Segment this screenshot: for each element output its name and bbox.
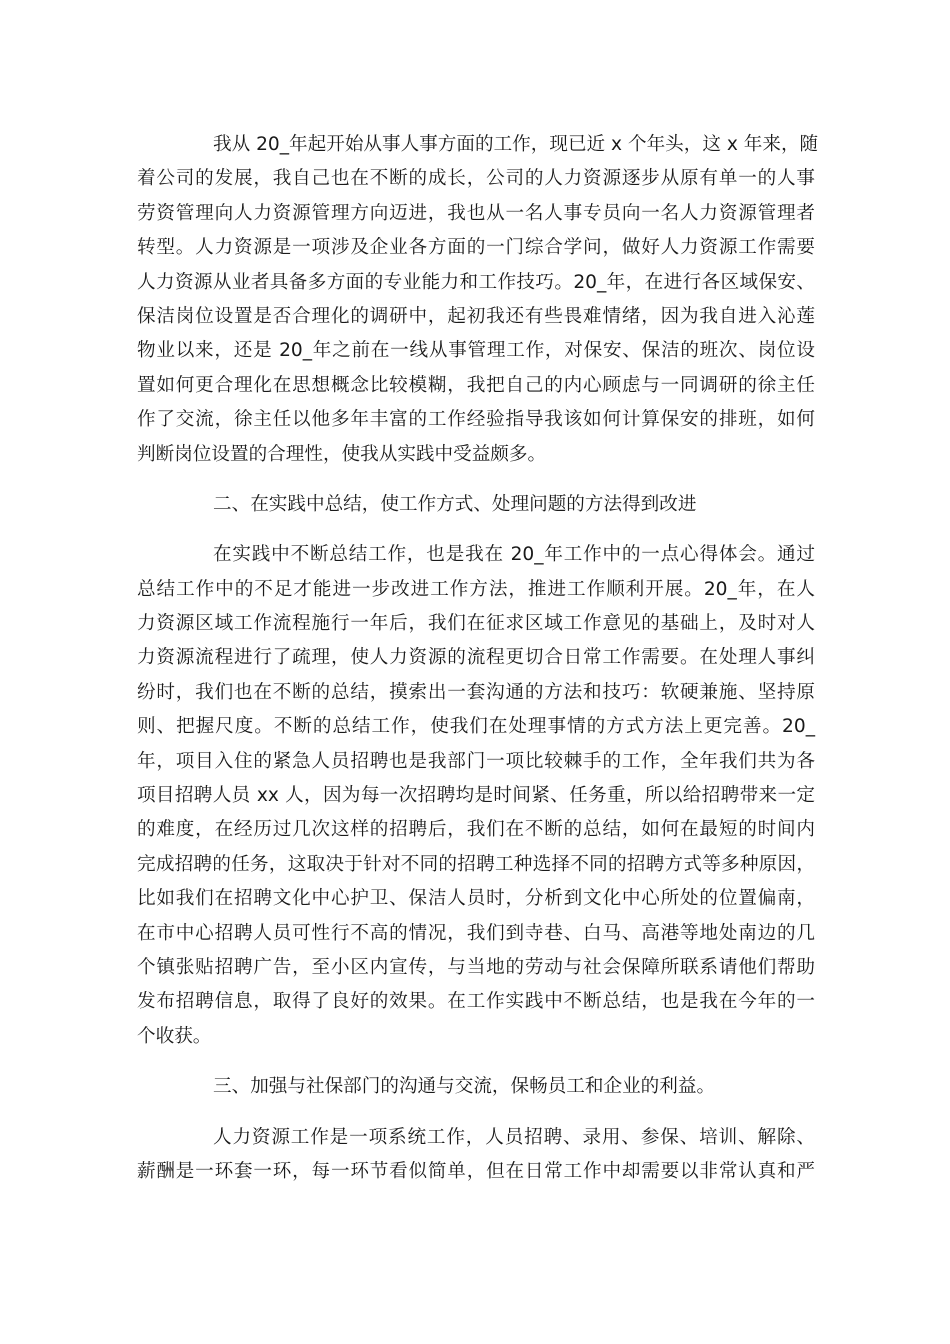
paragraph-2 (137, 538, 815, 1054)
paragraph-line: 则、把握尺度。不断的总结工作，使我们在处理事情的方式方法上更完善。20_ (137, 716, 815, 738)
paragraph-line: 完成招聘的任务，这取决于针对不同的招聘工种选择不同的招聘方式等多种原因， (137, 853, 815, 875)
paragraph-line: 在市中心招聘人员可性行不高的情况，我们到寺巷、白马、高港等地处南边的几 (137, 922, 815, 944)
paragraph-line: 薪酬是一环套一环，每一环节看似简单，但在日常工作中却需要以非常认真和严 (137, 1160, 815, 1182)
paragraph-3 (137, 1121, 815, 1190)
section-heading-2: 二、在实践中总结，使工作方式、处理问题的方法得到改进 (213, 493, 697, 515)
paragraph-line: 总结工作中的不足才能进一步改进工作方法，推进工作顺利开展。20_年，在人 (137, 578, 815, 600)
paragraph-line: 置如何更合理化在思想概念比较模糊，我把自己的内心顾虑与一同调研的徐主任 (137, 374, 815, 396)
paragraph-line: 着公司的发展，我自己也在不断的成长，公司的人力资源逐步从原有单一的人事 (137, 168, 815, 190)
paragraph-1 (137, 128, 819, 472)
paragraph-line: 力资源流程进行了疏理，使人力资源的流程更切合日常工作需要。在处理人事纠 (137, 647, 815, 669)
paragraph-line: 比如我们在招聘文化中心护卫、保洁人员时，分析到文化中心所处的位置偏南， (137, 888, 815, 910)
paragraph-line: 转型。人力资源是一项涉及企业各方面的一门综合学问，做好人力资源工作需要 (137, 237, 815, 259)
paragraph-line: 个镇张贴招聘广告，至小区内宣传，与当地的劳动与社会保障所联系请他们帮助 (137, 957, 815, 978)
paragraph-line: 我从 20_年起开始从事人事方面的工作，现已近 x 个年头，这 x 年来，随 (213, 134, 819, 155)
paragraph-line: 的难度，在经历过几次这样的招聘后，我们在不断的总结，如何在最短的时间内 (137, 819, 815, 841)
paragraph-line: 判断岗位设置的合理性，使我从实践中受益颇多。 (137, 443, 547, 465)
paragraph-line: 纷时，我们也在不断的总结，摸索出一套沟通的方法和技巧：软硬兼施、坚持原 (137, 681, 815, 703)
paragraph-line: 发布招聘信息，取得了良好的效果。在工作实践中不断总结，也是我在今年的一 (137, 991, 815, 1013)
paragraph-line: 保洁岗位设置是否合理化的调研中，起初我还有些畏难情绪，因为我自进入沁莲 (137, 305, 815, 327)
paragraph-line: 年，项目入住的紧急人员招聘也是我部门一项比较棘手的工作，全年我们共为各 (137, 750, 815, 772)
paragraph-line: 人力资源工作是一项系统工作，人员招聘、录用、参保、培训、解除、 (213, 1126, 815, 1148)
paragraph-line: 物业以来，还是 20_年之前在一线从事管理工作，对保安、保洁的班次、岗位设 (137, 340, 815, 362)
paragraph-line: 作了交流，徐主任以他多年丰富的工作经验指导我该如何计算保安的排班，如何 (137, 409, 815, 431)
paragraph-line: 在实践中不断总结工作，也是我在 20_年工作中的一点心得体会。通过 (213, 544, 815, 566)
paragraph-line: 力资源区域工作流程施行一年后，我们在征求区域工作意见的基础上，及时对人 (137, 613, 815, 635)
paragraph-line: 项目招聘人员 xx 人，因为每一次招聘均是时间紧、任务重，所以给招聘带来一定 (137, 785, 815, 807)
document-page (137, 128, 819, 1189)
paragraph-line: 个收获。 (137, 1025, 212, 1047)
paragraph-line: 人力资源从业者具备多方面的专业能力和工作技巧。20_年，在进行各区域保安、 (137, 271, 815, 293)
paragraph-line: 劳资管理向人力资源管理方向迈进，我也从一名人事专员向一名人力资源管理者 (137, 202, 815, 224)
section-heading-3: 三、加强与社保部门的沟通与交流，保畅员工和企业的利益。 (213, 1076, 716, 1098)
